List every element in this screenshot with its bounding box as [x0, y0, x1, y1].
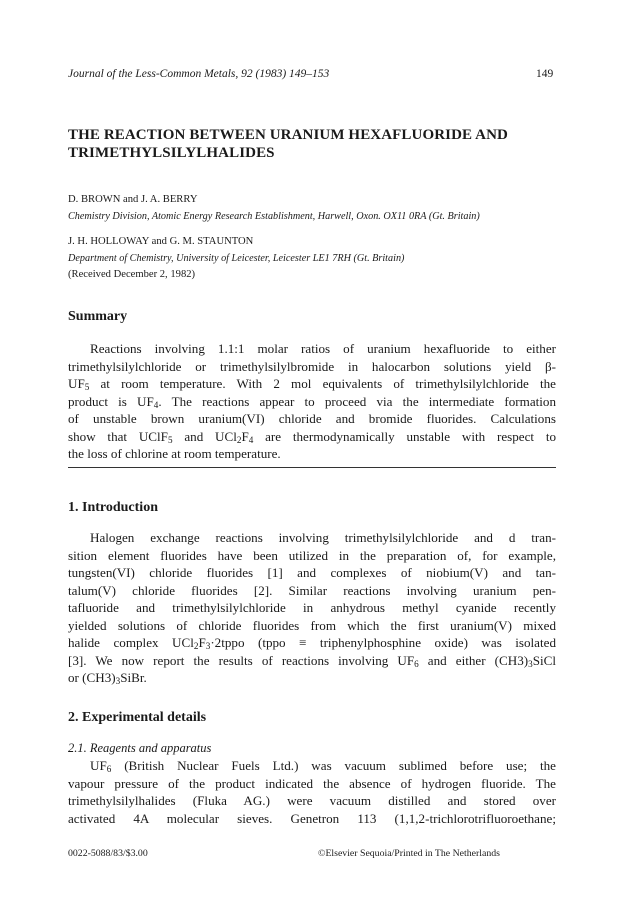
text-line: sition element fluorides have been utilized in the preparation of, for example,	[68, 547, 556, 563]
running-header: Journal of the Less-Common Metals, 92 (1983) 149–153	[68, 68, 330, 80]
section-heading-introduction: 1. Introduction	[68, 500, 158, 515]
text-line: Reactions involving 1.1:1 molar ratios of uranium hexafluoride to either	[90, 341, 556, 356]
footer-code: 0022-5088/83/$3.00	[68, 848, 148, 859]
text-line: tafluoride and trimethylsilylchloride in anhydrous methyl cyanide recently	[68, 600, 556, 615]
page-number: 149	[536, 68, 554, 80]
title-line: TRIMETHYLSILYLHALIDES	[68, 145, 275, 161]
text-line: tungsten(VI) chloride fluorides [1] and complexes of niobium(V) and tan-	[68, 565, 556, 580]
text-line: or $(CH3)_3SiBr$.	[68, 670, 147, 686]
title-line: THE REACTION BETWEEN URANIUM HEXAFLUORIDE AND	[68, 127, 508, 143]
section-heading-experimental: 2. Experimental details	[68, 710, 207, 725]
text-line: show that UClF$_5$ and $UCl_2F_4$ are thermodynamically unstable with respect to	[68, 428, 556, 445]
author-names: J. H. HOLLOWAY and G. M. STAUNTON	[68, 236, 254, 247]
summary-paragraph	[68, 340, 556, 463]
text-line: the loss of chlorine at room temperature.	[68, 446, 281, 461]
text-line: of unstable brown uranium(VI) chloride and bromide fluorides. Calculations	[68, 411, 556, 426]
text-line: Halogen exchange reactions involving trimethylsilylchloride and d tran-	[90, 530, 556, 545]
text-line: [3]. We now report the results of reactions involving $UF_6$ and either $(CH3)_3SiCl$	[68, 652, 556, 669]
author-names: D. BROWN and J. A. BERRY	[68, 194, 198, 205]
introduction-paragraph	[68, 529, 556, 687]
author-affiliation: Department of Chemistry, University of Leicester, Leicester LE1 7RH (Gt. Britain)	[68, 253, 405, 264]
text-line: activated 4A molecular sieves. Genetron 113 (1,1,2-trichlorotrifluoroethane;	[68, 810, 556, 826]
footer-publisher: ©Elsevier Sequoia/Printed in The Netherlands	[318, 848, 500, 859]
subsection-heading: 2.1. Reagents and apparatus	[68, 741, 212, 755]
text-line: vapour pressure of the product indicated the absence of hydrogen fluoride. The	[68, 775, 556, 791]
text-line: $UF_6$ (British Nuclear Fuels Ltd.) was vacuum sublimed before use; the	[90, 758, 556, 774]
text-line: $UF_5$ at room temperature. With 2 mol equivalents of trimethylsilylchloride the	[68, 376, 556, 392]
text-line: halide complex $UCl_2F_3\cdot 2tppo$ (tppo ≡ triphenylphosphine oxide) was isolated	[68, 635, 556, 651]
text-line: trimethylsilylchloride or trimethylsilylbromide in halocarbon solutions yield β-	[68, 358, 556, 374]
text-line: yielded solutions of chloride fluorides from which the first uranium(V) mixed	[68, 617, 556, 633]
section-heading-summary: Summary	[68, 309, 128, 324]
text-line: product is $UF_4$. The reactions appear to proceed via the intermediate formation	[68, 393, 556, 410]
received-date: (Received December 2, 1982)	[68, 269, 196, 280]
text-line: talum(V) chloride fluorides [2]. Similar reactions involving uranium pen-	[68, 582, 556, 598]
author-affiliation: Chemistry Division, Atomic Energy Research Establishment, Harwell, Oxon. OX11 0RA (Gt. Britain)	[68, 211, 480, 222]
text-line: trimethylsilylhalides (Fluka AG.) were vacuum distilled and stored over	[68, 793, 556, 808]
experimental-paragraph	[68, 757, 556, 827]
section-divider	[68, 467, 556, 468]
article-title	[68, 126, 568, 162]
